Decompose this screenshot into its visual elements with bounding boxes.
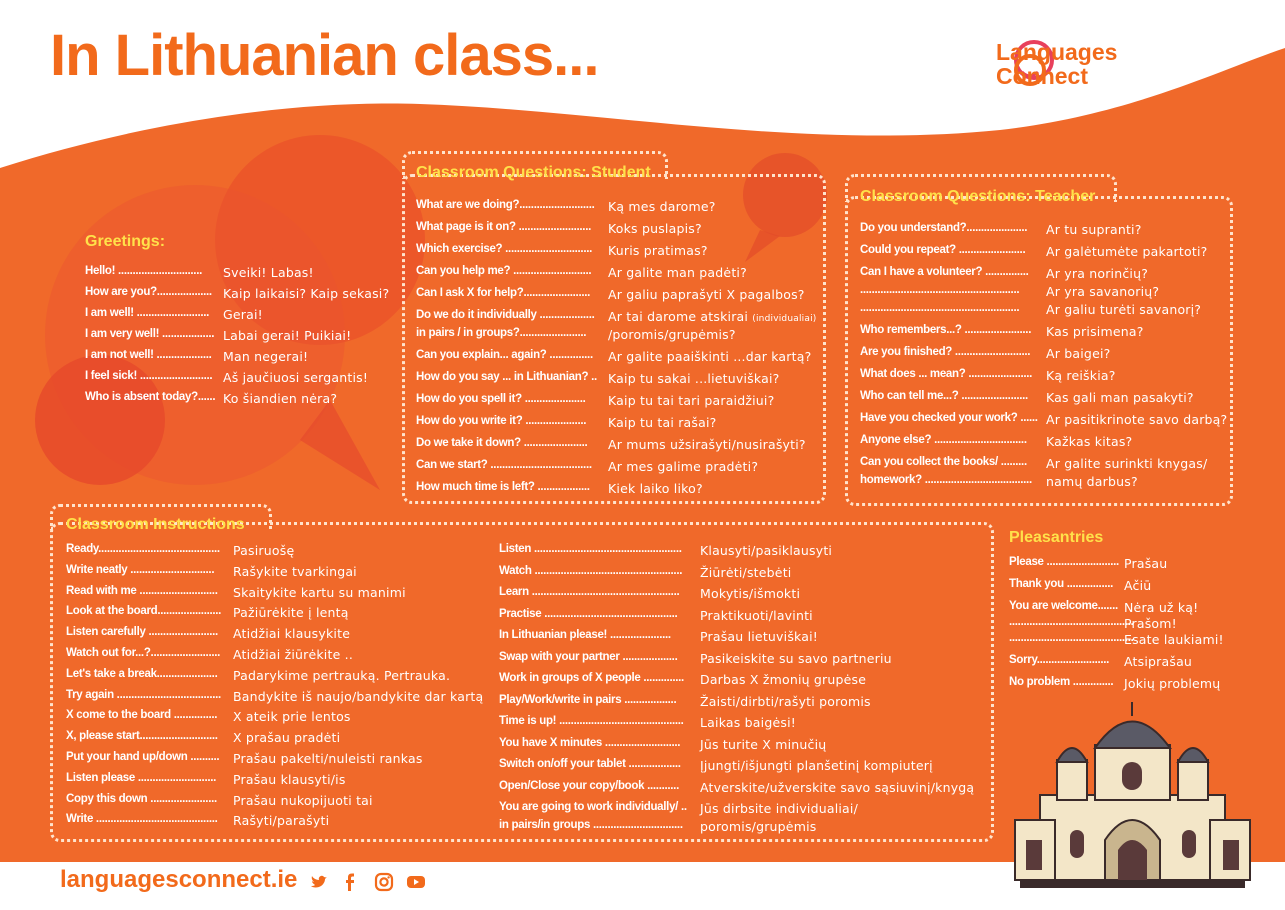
lithuanian-phrase: Ar galėtumėte pakartoti?: [1046, 244, 1208, 259]
lithuanian-phrase: Prašau: [1124, 556, 1168, 571]
brand-line2: Connect: [996, 63, 1088, 89]
english-phrase: What page is it on? .........................: [416, 221, 591, 233]
brand-name: [996, 40, 1117, 88]
english-phrase: Time is up! ...........................................: [499, 715, 684, 727]
instructions-title: Classroom Instructions: [66, 516, 245, 533]
english-phrase: In Lithuanian please! .....................: [499, 629, 671, 641]
english-phrase: You are welcome.......: [1009, 600, 1118, 612]
lithuanian-phrase: Atsiprašau: [1124, 654, 1193, 669]
lithuanian-phrase: Ar pasitikrinote savo darbą?: [1046, 412, 1228, 427]
english-phrase: No problem ..............: [1009, 676, 1114, 688]
english-phrase: Sorry.........................: [1009, 654, 1110, 666]
lithuanian-phrase: Pažiūrėkite į lentą: [233, 605, 349, 621]
english-phrase: I feel sick! .........................: [85, 370, 213, 382]
english-phrase: Work in groups of X people ..............: [499, 672, 684, 684]
english-phrase: Put your hand up/down ..........: [66, 751, 220, 763]
lithuanian-phrase: Klausyti/pasiklausyti: [700, 543, 833, 558]
english-phrase: Look at the board......................: [66, 605, 222, 618]
lithuanian-phrase: Kuris pratimas?: [608, 243, 708, 258]
lithuanian-phrase: Ar yra savanorių?: [1046, 284, 1160, 299]
lithuanian-phrase: Nėra už ką!: [1124, 600, 1199, 615]
english-phrase: Can you explain... again? ...............: [416, 349, 593, 361]
english-phrase: Anyone else? ................................: [860, 434, 1027, 446]
lithuanian-phrase: Žaisti/dirbti/rašyti poromis: [700, 693, 871, 709]
lithuanian-phrase: namų darbus?: [1046, 474, 1138, 489]
instagram-icon[interactable]: [374, 872, 394, 892]
lithuanian-phrase: Praktikuoti/lavinti: [700, 607, 813, 623]
lithuanian-phrase: Atidžiai klausykite: [233, 626, 351, 642]
lithuanian-phrase: Pasiruošę: [233, 543, 295, 558]
english-phrase: Thank you ................: [1009, 578, 1114, 590]
english-phrase: Who can tell me...? .......................: [860, 390, 1028, 402]
english-phrase: How much time is left? ..................: [416, 481, 590, 493]
lithuanian-phrase: Rašykite tvarkingai: [233, 563, 357, 579]
lithuanian-phrase: Kaip tu tai rašai?: [608, 415, 717, 430]
english-phrase: X, please start...........................: [66, 730, 218, 743]
lithuanian-phrase: Sveiki! Labas!: [223, 265, 314, 280]
lithuanian-phrase: Aš jaučiuosi sergantis!: [223, 370, 369, 385]
facebook-icon[interactable]: [340, 872, 360, 892]
lithuanian-phrase: Prašau lietuviškai!: [700, 629, 818, 644]
english-phrase: Practise ..............................................: [499, 607, 678, 620]
lithuanian-phrase: X prašau pradėti: [233, 730, 341, 746]
lithuanian-phrase: Prašau pakelti/nuleisti rankas: [233, 751, 423, 766]
lithuanian-phrase: Ką mes darome?: [608, 199, 716, 214]
lithuanian-phrase: Ar galiu paprašyti X pagalbos?: [608, 287, 805, 302]
lithuanian-phrase: Gerai!: [223, 307, 263, 322]
pleasantries-title: Pleasantries: [1009, 529, 1104, 546]
english-phrase: Let's take a break.....................: [66, 667, 218, 680]
lithuanian-phrase: Mokytis/išmokti: [700, 586, 801, 601]
english-phrase: Watch out for...?........................: [66, 647, 221, 659]
english-phrase: homework? .....................................: [860, 474, 1032, 486]
cathedral-illustration: [1010, 700, 1255, 890]
english-phrase: You have X minutes ..........................: [499, 736, 681, 749]
lithuanian-phrase: Ar tu supranti?: [1046, 222, 1142, 237]
lithuanian-phrase: Ar galiu turėti savanorį?: [1046, 302, 1202, 317]
english-phrase: Are you finished? ..........................: [860, 346, 1031, 358]
lithuanian-note: (individualiai): [752, 314, 817, 324]
lithuanian-phrase: Prašau klausyti/is: [233, 771, 346, 787]
english-phrase: Which exercise? ..............................: [416, 243, 593, 255]
english-phrase: Who remembers...? .......................: [860, 324, 1032, 336]
lithuanian-phrase: Kiek laiko liko?: [608, 481, 703, 496]
lithuanian-phrase: Ko šiandien nėra?: [223, 391, 338, 406]
lithuanian-phrase: Padarykime pertrauką. Pertrauka.: [233, 667, 451, 683]
lithuanian-phrase: Darbas X žmonių grupėse: [700, 672, 867, 687]
english-phrase: Do we take it down? ......................: [416, 437, 588, 449]
english-phrase: Listen carefully ........................: [66, 626, 218, 639]
lithuanian-phrase: Ačiū: [1124, 578, 1152, 593]
lithuanian-phrase: Ar galite surinkti knygas/: [1046, 456, 1208, 471]
english-phrase: Have you checked your work? ......: [860, 412, 1038, 424]
english-phrase: Play/Work/write in pairs ..................: [499, 693, 677, 706]
lithuanian-phrase: Atverskite/užverskite savo sąsiuvinį/knygą: [700, 779, 975, 795]
page-title: In Lithuanian class...: [50, 23, 599, 88]
twitter-icon[interactable]: [309, 872, 329, 892]
english-phrase: Listen ...................................................: [499, 543, 682, 555]
lithuanian-phrase: Rašyti/parašyti: [233, 813, 330, 829]
lithuanian-phrase: Ar tai darome atskirai (individualiai): [608, 309, 817, 324]
english-phrase: Hello! .............................: [85, 265, 202, 277]
student-questions-title: Classroom Questions: Student: [416, 164, 651, 181]
lithuanian-phrase: Jokių problemų: [1124, 676, 1221, 691]
english-phrase: Ready..........................................: [66, 543, 220, 555]
lithuanian-phrase: Įjungti/išjungti planšetinį kompiuterį: [700, 758, 933, 773]
lithuanian-phrase: Jūs dirbsite individualiai/: [700, 801, 859, 816]
lithuanian-phrase: Labai gerai! Puikiai!: [223, 328, 352, 343]
english-phrase: in pairs / in groups?.......................: [416, 327, 587, 339]
lithuanian-phrase: Ką reiškia?: [1046, 368, 1116, 383]
website-link[interactable]: languagesconnect.ie: [60, 866, 298, 893]
english-phrase: Do we do it individually ...................: [416, 309, 595, 321]
english-phrase: Swap with your partner ...................: [499, 650, 678, 663]
english-phrase: I am not well! ...................: [85, 349, 212, 361]
lithuanian-phrase: Kas prisimena?: [1046, 324, 1144, 339]
youtube-icon[interactable]: [406, 872, 426, 892]
english-phrase: What does ... mean? ......................: [860, 368, 1033, 380]
english-phrase: in pairs/in groups ...............................: [499, 819, 683, 831]
lithuanian-phrase: Ar galite paaiškinti ...dar kartą?: [608, 349, 812, 364]
lithuanian-phrase: Atidžiai žiūrėkite ..: [233, 647, 353, 662]
english-phrase: Can you help me? ...........................: [416, 265, 592, 277]
lithuanian-phrase: X ateik prie lentos: [233, 709, 351, 725]
lithuanian-phrase: Kažkas kitas?: [1046, 434, 1133, 449]
lithuanian-phrase: Bandykite iš naujo/bandykite dar kartą: [233, 688, 484, 704]
english-phrase: I am well! .........................: [85, 307, 210, 319]
lithuanian-phrase: Ar baigei?: [1046, 346, 1111, 361]
english-phrase: You are going to work individually/ ..: [499, 801, 687, 813]
english-phrase: Learn ...................................................: [499, 586, 680, 598]
lithuanian-phrase: Skaitykite kartu su manimi: [233, 584, 406, 600]
english-phrase: Please .........................: [1009, 556, 1119, 568]
english-phrase: How do you write it? .....................: [416, 415, 587, 427]
english-phrase: Write neatly .............................: [66, 563, 215, 576]
greetings-title: Greetings:: [85, 233, 166, 250]
lithuanian-phrase: Žiūrėti/stebėti: [700, 564, 792, 580]
lithuanian-phrase: Esate laukiami!: [1124, 632, 1224, 647]
lithuanian-phrase: Kaip laikaisi? Kaip sekasi?: [223, 286, 390, 301]
lithuanian-phrase: Jūs turite X minučių: [700, 736, 827, 752]
english-phrase: .......................................................: [860, 302, 1020, 314]
english-phrase: Read with me ...........................: [66, 584, 218, 597]
english-phrase: Can we start? ...................................: [416, 459, 592, 471]
english-phrase: Can you collect the books/ .........: [860, 456, 1027, 468]
teacher-questions-title: Classroom Questions: Teacher: [860, 188, 1096, 205]
english-phrase: How are you?...................: [85, 286, 212, 298]
lithuanian-phrase: Koks puslapis?: [608, 221, 702, 236]
lithuanian-phrase: Laikas baigėsi!: [700, 715, 796, 730]
english-phrase: What are we doing?..........................: [416, 199, 595, 211]
english-phrase: Switch on/off your tablet ..................: [499, 758, 681, 770]
english-phrase: Listen please ...........................: [66, 771, 217, 784]
english-phrase: Who is absent today?......: [85, 391, 216, 403]
lithuanian-phrase: Kaip tu tai tari paraidžiui?: [608, 393, 775, 408]
english-phrase: Write ..........................................: [66, 813, 218, 826]
lithuanian-phrase: Kas gali man pasakyti?: [1046, 390, 1194, 405]
english-phrase: Can I have a volunteer? ...............: [860, 266, 1029, 278]
english-phrase: I am very well! ..................: [85, 328, 215, 340]
lithuanian-phrase: Prašau nukopijuoti tai: [233, 792, 373, 808]
english-phrase: Watch ...................................................: [499, 564, 683, 577]
lithuanian-phrase: poromis/grupėmis: [700, 819, 817, 834]
english-phrase: Can I ask X for help?.......................: [416, 287, 591, 299]
english-phrase: .......................................................: [860, 284, 1020, 296]
english-phrase: ...........................................: [1009, 632, 1134, 644]
lithuanian-phrase: /poromis/grupėmis?: [608, 327, 736, 342]
brand-line1: Languages: [996, 39, 1118, 65]
english-phrase: How do you spell it? .....................: [416, 393, 586, 405]
lithuanian-phrase: Man negerai!: [223, 349, 309, 364]
lithuanian-phrase: Ar galite man padėti?: [608, 265, 747, 280]
english-phrase: Open/Close your copy/book ...........: [499, 779, 679, 792]
lithuanian-phrase: Ar mums užsirašyti/nusirašyti?: [608, 437, 806, 452]
lithuanian-phrase: Ar mes galime pradėti?: [608, 459, 759, 474]
lithuanian-phrase: Prašom!: [1124, 616, 1177, 631]
lithuanian-phrase: Kaip tu sakai ...lietuviškai?: [608, 371, 780, 386]
english-phrase: Do you understand?.....................: [860, 222, 1028, 234]
english-phrase: ...........................................: [1009, 616, 1134, 628]
english-phrase: Copy this down .......................: [66, 792, 217, 805]
lithuanian-phrase: Pasikeiskite su savo partneriu: [700, 650, 892, 666]
english-phrase: Try again ....................................: [66, 688, 221, 701]
english-phrase: Could you repeat? .......................: [860, 244, 1026, 256]
lithuanian-phrase: Ar yra norinčių?: [1046, 266, 1149, 281]
english-phrase: How do you say ... in Lithuanian? ..: [416, 371, 597, 383]
english-phrase: X come to the board ...............: [66, 709, 218, 722]
